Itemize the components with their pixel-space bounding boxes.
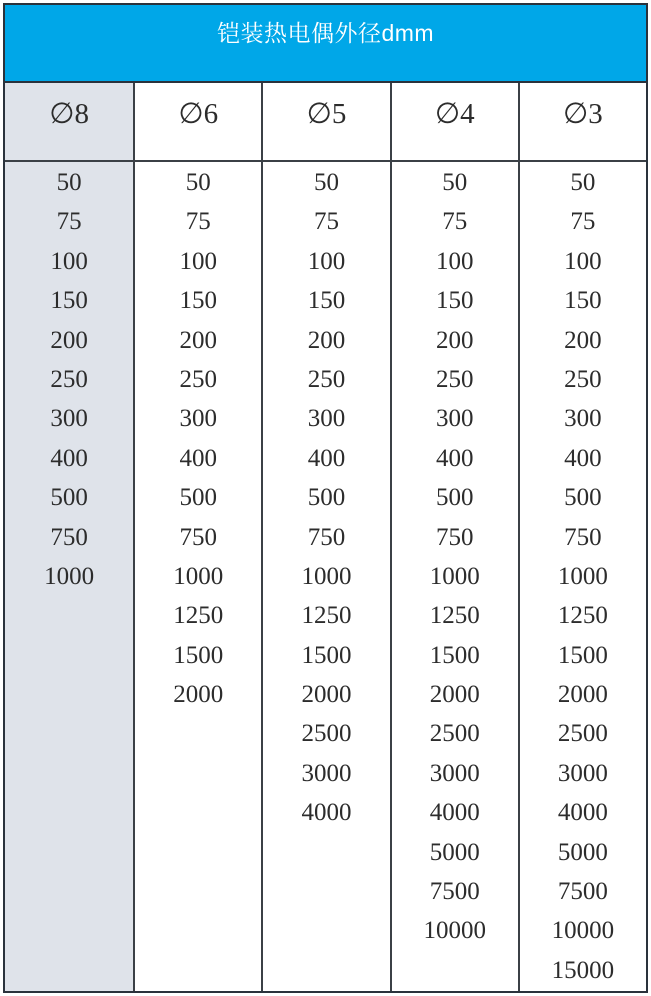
table-cell-value: 50 — [442, 169, 468, 196]
table-cell-value: 3000 — [557, 759, 608, 787]
table-cell-value: 400 — [564, 444, 602, 472]
table-cell-value: 250 — [50, 365, 88, 393]
table-cell-value: 75 — [442, 208, 468, 236]
column-values-d6 — [135, 162, 261, 991]
table-cell-value: 300 — [435, 405, 474, 433]
table-cell-value: 200 — [435, 326, 474, 354]
table-cell-value: 1000 — [173, 562, 224, 590]
table-cell-value: 5000 — [429, 838, 480, 866]
table-cell-value: 75 — [570, 208, 596, 236]
table-cell-value: 750 — [435, 523, 474, 551]
table-cell-value: 1250 — [301, 602, 352, 630]
table-cell-value: 1500 — [429, 641, 480, 669]
table-cell-value: 1000 — [557, 562, 608, 590]
column-header-d8: ∅8 — [5, 83, 133, 162]
column-header-d5: ∅5 — [263, 83, 389, 162]
table-cell-value: 400 — [435, 444, 474, 472]
table-column-d3 — [518, 83, 646, 991]
table-cell-value: 2500 — [301, 720, 352, 748]
table-cell-value: 250 — [179, 365, 218, 393]
table-cell-value: 1000 — [429, 562, 480, 590]
table-cell-value: 100 — [307, 247, 346, 275]
column-header-d3: ∅3 — [520, 83, 646, 162]
table-cell-value: 300 — [179, 405, 218, 433]
table-cell-value: 75 — [185, 208, 211, 236]
table-cell-value: 750 — [564, 523, 602, 551]
table-cell-value: 1500 — [173, 641, 224, 669]
table-title: 铠装热电偶外径dmm — [216, 19, 435, 46]
table-cell-value: 1500 — [557, 641, 608, 669]
column-values-d3 — [520, 162, 646, 991]
column-header-d4: ∅4 — [392, 83, 518, 162]
table-cell-value: 75 — [314, 208, 339, 236]
table-cell-value: 150 — [179, 287, 218, 315]
table-cell-value: 500 — [50, 484, 88, 512]
table-cell-value: 2000 — [301, 681, 352, 709]
column-header-d6: ∅6 — [135, 83, 261, 162]
table-cell-value: 2500 — [429, 720, 480, 748]
table-cell-value: 3000 — [301, 759, 352, 787]
column-values-d5 — [263, 162, 389, 991]
table-cell-value: 400 — [307, 444, 346, 472]
table-cell-value: 5000 — [557, 838, 608, 866]
table-cell-value: 150 — [564, 287, 602, 315]
table-cell-value: 50 — [185, 169, 211, 196]
table-column-d6 — [133, 83, 261, 991]
table-cell-value: 300 — [50, 405, 88, 433]
table-cell-value: 500 — [564, 484, 602, 512]
column-values-d4 — [392, 162, 518, 991]
table-body — [5, 83, 646, 991]
table-cell-value: 10000 — [551, 917, 615, 945]
table-cell-value: 300 — [564, 405, 602, 433]
table-title-bar — [5, 5, 646, 83]
table-cell-value: 200 — [564, 326, 602, 354]
table-cell-value: 1500 — [301, 641, 352, 669]
table-cell-value: 7500 — [557, 878, 608, 906]
table-cell-value: 500 — [179, 484, 218, 512]
table-column-d5 — [261, 83, 389, 991]
table-cell-value: 200 — [179, 326, 218, 354]
table-cell-value: 75 — [56, 208, 82, 236]
table-cell-value: 10000 — [423, 917, 486, 945]
table-cell-value: 250 — [564, 365, 602, 393]
table-cell-value: 4000 — [557, 799, 608, 827]
table-cell-value: 100 — [564, 247, 602, 275]
table-cell-value: 2000 — [173, 681, 224, 709]
table-cell-value: 250 — [307, 365, 346, 393]
table-cell-value: 1000 — [301, 562, 352, 590]
table-cell-value: 750 — [50, 523, 88, 551]
table-cell-value: 3000 — [429, 759, 480, 787]
table-cell-value: 1250 — [557, 602, 608, 630]
table-cell-value: 50 — [314, 169, 339, 196]
table-cell-value: 150 — [50, 287, 88, 315]
table-cell-value: 150 — [307, 287, 346, 315]
table-cell-value: 4000 — [429, 799, 480, 827]
spec-table — [3, 3, 648, 993]
table-cell-value: 200 — [307, 326, 346, 354]
table-cell-value: 100 — [50, 247, 88, 275]
table-cell-value: 250 — [435, 365, 474, 393]
table-cell-value: 2500 — [557, 720, 608, 748]
table-cell-value: 7500 — [429, 878, 480, 906]
table-cell-value: 300 — [307, 405, 346, 433]
table-cell-value: 100 — [435, 247, 474, 275]
table-cell-value: 50 — [56, 169, 82, 196]
table-cell-value: 2000 — [429, 681, 480, 709]
table-cell-value: 1000 — [44, 562, 95, 590]
table-cell-value: 4000 — [301, 799, 352, 827]
table-cell-value: 100 — [179, 247, 218, 275]
table-cell-value: 150 — [435, 287, 474, 315]
table-cell-value: 50 — [570, 169, 596, 196]
table-cell-value: 750 — [179, 523, 218, 551]
table-cell-value: 1250 — [429, 602, 480, 630]
table-cell-value: 500 — [435, 484, 474, 512]
table-cell-value: 1250 — [173, 602, 224, 630]
table-cell-value: 400 — [50, 444, 88, 472]
column-values-d8 — [5, 162, 133, 991]
table-cell-value: 750 — [307, 523, 346, 551]
table-cell-value: 400 — [179, 444, 218, 472]
table-column-d4 — [390, 83, 518, 991]
table-cell-value: 200 — [50, 326, 88, 354]
table-cell-value: 2000 — [557, 681, 608, 709]
table-cell-value: 500 — [307, 484, 346, 512]
table-cell-value: 15000 — [551, 956, 615, 984]
table-column-d8 — [5, 83, 133, 991]
